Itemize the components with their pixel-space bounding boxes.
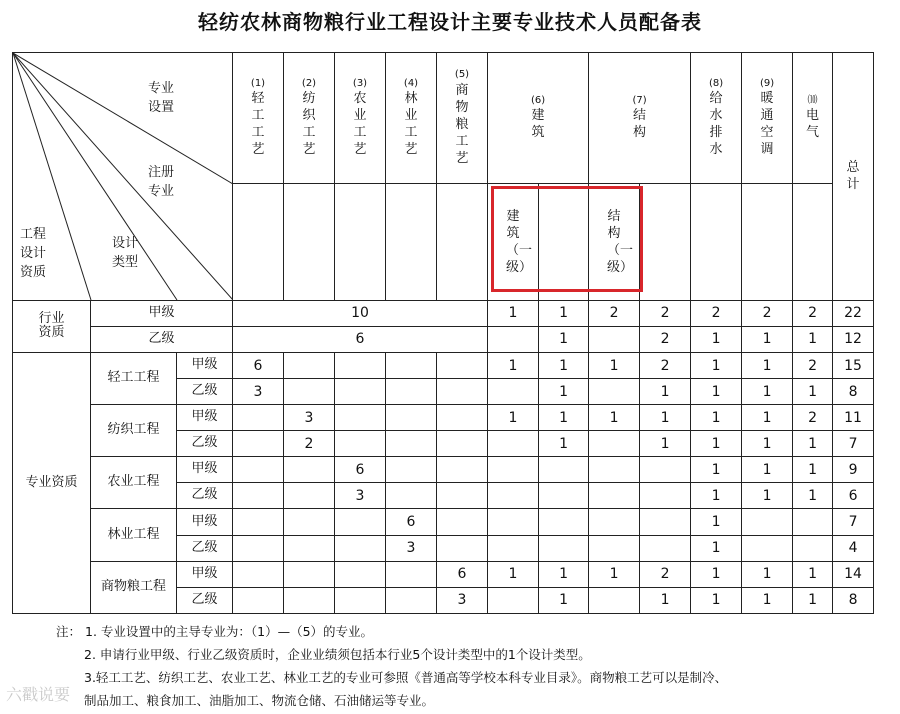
col-header-9: (9) 暖通空调	[742, 53, 793, 184]
page-title: 轻纺农林商物粮行业工程设计主要专业技术人员配备表	[198, 10, 702, 34]
col-header-total: 总计	[833, 53, 874, 301]
total-value: 7	[833, 509, 874, 535]
note-3: 3.轻工工艺、纺织工艺、农业工艺、林业工艺的专业可参照《普通高等学校本科专业目录》。商物粮工艺可以是制冷、	[84, 670, 728, 685]
total-value: 11	[833, 405, 874, 431]
group-label: 商物粮工程	[91, 561, 177, 613]
table-row: 乙级 3 1 1 1 1 1 8	[13, 379, 874, 405]
col-header-8: (8) 给水排水	[691, 53, 742, 184]
table-row: 农业工程 甲级 6 1 1 1 9	[13, 457, 874, 483]
industry-label: 行业资质	[13, 300, 91, 352]
grade-label: 甲级	[177, 509, 233, 535]
note-3-cont: 制品加工、粮食加工、油脂加工、物流仓储、石油储运等专业。	[84, 693, 435, 708]
grade-label: 乙级	[177, 587, 233, 613]
table-row: 乙级 3 1 4	[13, 535, 874, 561]
table-row: 乙级 3 1 1 1 6	[13, 483, 874, 509]
total-value: 8	[833, 379, 874, 405]
grade-label: 甲级	[177, 561, 233, 587]
table-row: 乙级 3 1 1 1 1 1 8	[13, 587, 874, 613]
table-row: 专业资质 轻工工程 甲级 6 1 1 1 2 1 1 2 15	[13, 353, 874, 379]
header-label-sheji-leixing: 设计 类型	[111, 236, 138, 270]
merged-value: 6	[233, 326, 488, 352]
staffing-table	[12, 52, 874, 614]
reg-header-jiegou: 结构（一级）	[589, 184, 640, 300]
table-row: 商物粮工程 甲级 6 1 1 1 2 1 1 1 14	[13, 561, 874, 587]
total-value: 4	[833, 535, 874, 561]
reg-header-jianzhu: 建筑（一级）	[488, 184, 539, 300]
grade-label: 乙级	[91, 326, 233, 352]
grade-label: 乙级	[177, 431, 233, 457]
col-header-1: (1) 轻工工艺	[233, 53, 284, 184]
col-header-6: (6) 建筑	[488, 53, 589, 184]
col-header-2: (2) 纺织工艺	[284, 53, 335, 184]
grade-label: 甲级	[177, 405, 233, 431]
grade-label: 甲级	[91, 300, 233, 326]
total-value: 14	[833, 561, 874, 587]
professional-label: 专业资质	[13, 353, 91, 614]
group-label: 纺织工程	[91, 405, 177, 457]
note-1: 注： 1. 专业设置中的主导专业为：（1）—（5）的专业。	[56, 624, 374, 639]
grade-label: 乙级	[177, 379, 233, 405]
grade-label: 乙级	[177, 483, 233, 509]
header-label-zhuce-zhuanye: 注册 专业	[147, 165, 174, 199]
col-header-10: ⑽ 电气	[793, 53, 833, 184]
col-header-5: (5) 商物粮工艺	[437, 53, 488, 184]
total-value: 15	[833, 353, 874, 379]
grade-label: 甲级	[177, 353, 233, 379]
note-2: 2. 申请行业甲级、行业乙级资质时，企业业绩须包括本行业5个设计类型中的1个设计类型。	[84, 647, 591, 662]
col-header-7: (7) 结构	[589, 53, 691, 184]
table-row: 林业工程 甲级 6 1 7	[13, 509, 874, 535]
grade-label: 乙级	[177, 535, 233, 561]
total-value: 7	[833, 431, 874, 457]
group-label: 轻工工程	[91, 353, 177, 405]
watermark: 六戳说要	[6, 685, 71, 704]
merged-value: 10	[233, 300, 488, 326]
group-label: 林业工程	[91, 509, 177, 561]
header-label-gongcheng-zizhi: 工程 设计 资质	[19, 227, 46, 280]
diagonal-header-cell	[13, 53, 233, 301]
total-value: 22	[833, 300, 874, 326]
notes	[56, 620, 896, 712]
grade-label: 甲级	[177, 457, 233, 483]
table-row: 乙级 2 1 1 1 1 1 7	[13, 431, 874, 457]
table-row: 行业资质 甲级 10 1 1 2 2 2 2 2 22	[13, 300, 874, 326]
col-header-4: (4) 林业工艺	[386, 53, 437, 184]
notes-prefix: 注：	[56, 624, 82, 639]
table-row: 乙级 6 1 2 1 1 1 12	[13, 326, 874, 352]
col-header-3: (3) 农业工艺	[335, 53, 386, 184]
total-value: 9	[833, 457, 874, 483]
header-label-zhuanye-shezhi: 专业 设置	[147, 81, 174, 115]
total-value: 6	[833, 483, 874, 509]
group-label: 农业工程	[91, 457, 177, 509]
total-value: 12	[833, 326, 874, 352]
total-value: 8	[833, 587, 874, 613]
table-row: 纺织工程 甲级 3 1 1 1 1 1 1 2 11	[13, 405, 874, 431]
